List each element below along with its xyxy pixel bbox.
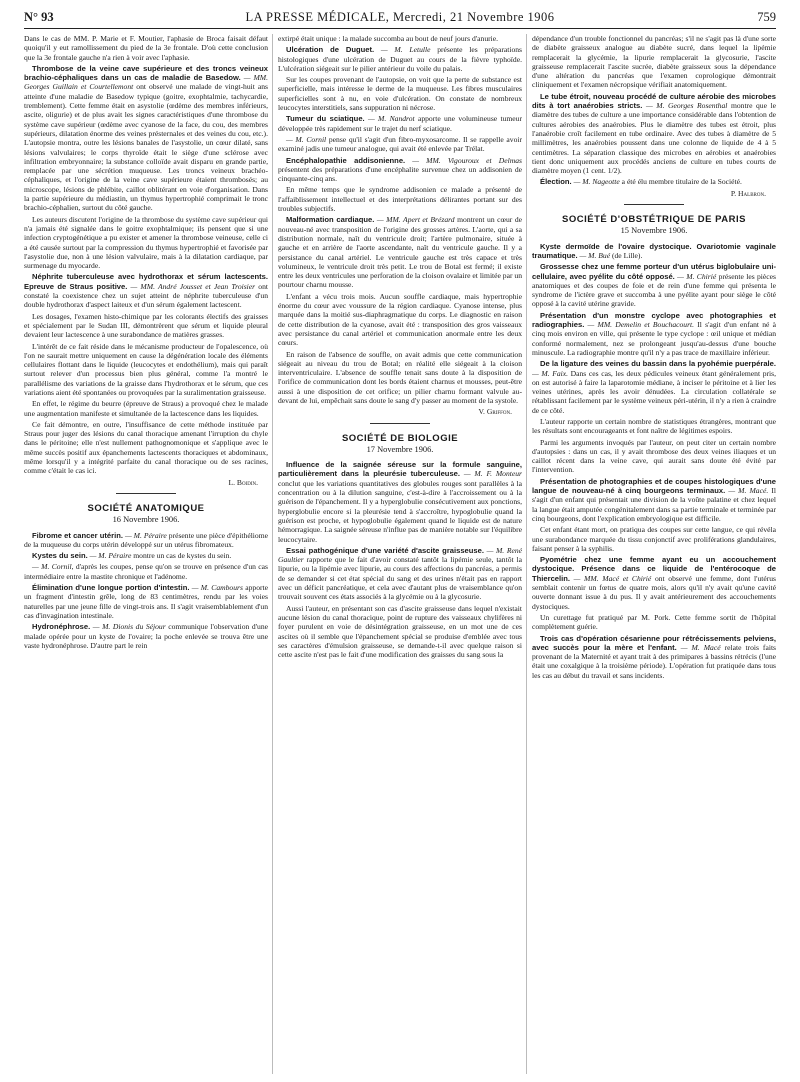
issue-number: N° 93 <box>24 10 54 24</box>
article-authors: — MM. Demelin et Bouchacourt. <box>587 320 695 330</box>
paragraph: L'auteur rapporte un certain nombre de statistiques étrangères, montrant que les résultats sont encourageants et font naître de légitimes espoirs. <box>532 416 776 436</box>
article-ascite <box>278 546 522 602</box>
article-pyometrie <box>532 555 776 611</box>
section-date: 15 Novembre 1906. <box>620 226 688 236</box>
article-title: Kyste dermoïde de l'ovaire dystocique. Ovariotomie vaginale traumatique. <box>532 241 776 260</box>
article-sciatique <box>278 114 522 133</box>
column-divider <box>526 34 527 1074</box>
article-authors: — MM. Georges Guillain et Courtellemont <box>24 73 268 92</box>
article-authors: — M. Georges Rosenthal <box>645 101 728 111</box>
paragraph: Les auteurs discutent l'origine de la thrombose du système cave supérieur qui n'a jamais été signalée dans le goitre exophtalmique; ils pensent que si une infection cryptogénétique a pu exister et amener la thrombose veineuse, celle ci a été causée surtout par la compression du thymus hypertrophié et favorisée par l'asystolie due, non à une lésion valvulaire, mais à la dilatation cardiaque, par surmenage du myocarde. <box>24 214 268 271</box>
article-ligature <box>532 359 776 415</box>
article-authors: — M. Cornil, <box>32 562 74 572</box>
article-authors: — M. Letulle <box>380 45 431 55</box>
article-authors: — M. Faix. <box>532 368 569 378</box>
article-title: Trois cas d'opération césarienne pour rétrécissements pelviens, avec succès pour la mère et l'enfant. <box>532 633 776 652</box>
article-authors: — M. Macé <box>680 642 721 652</box>
signature: V. Griffon. <box>478 407 512 417</box>
paragraph: En raison de l'absence de souffle, on avait admis que cette communication siégeait au niveau du trou de Botal; en réalité elle siégeait à la cloison interventriculaire. L'absence de souffle tenait sans doute à la disposition de l'orifice de communication dont les bords étaient charnus et mousses, peut-être aussi à une disposition de cet orifice; un pilier charnu formant valvule au-devant de lui, empêchait sans doute le sang d'y passer au moment de la systole. <box>278 349 522 405</box>
article-title: Influence de la saignée séreuse sur la formule sanguine, particulièrement dans la pleurésie tuberculeuse. <box>278 460 522 479</box>
article-duguet <box>278 45 522 73</box>
article-text: rapporte que le fait d'avoir constaté tantôt la lipémie seule, tantôt la lipurie, ou la lipémie avec lipurie, au cours des affections du pancréas, a permis de se demander si cet état spécial du sang et des urines n'était pas en rapport avec un déficit pancréatique, et cela avec d'autant plus de vraisemblance qu'on trouvait souvent ces états associés à la glycémie ou à la glycosurie. <box>278 555 522 602</box>
column-1 <box>24 34 268 1074</box>
paragraph: Un curettage fut pratiqué par M. Pork. Cette femme sortit de l'hôpital complètement guérie. <box>532 612 776 632</box>
paragraph: L'intérêt de ce fait réside dans le mécanisme producteur de l'opalescence, où l'on ne saurait mettre uniquement en cause la dégénération locale des éléments cellulaires flottant dans le liquide (leucocytes et endothélium), mais qui paraît surtout relever d'un processus bien plus général, comme l'a montré le parallélisme des variations de la graisse dans l'hydrothorax et le sérum, que ces variations aient été spontanées ou provoquées par la suralimentation graisseuse. <box>24 341 268 397</box>
article-nephrite <box>24 272 268 309</box>
paragraph: En effet, le régime du beurre (épreuve de Straus) a provoqué chez le malade une augmentation manifeste et simultanée de la lactescence dans les liquides. <box>24 399 268 418</box>
signature: P. Halbron. <box>730 188 766 198</box>
article-text: relate trois faits provenant de la Maternité et ayant trait à des primipares à bassins rétrécis (l'une était une coxalgique à la troisième période). L'opération fut pratiquée dans tous les cas au début du travail et sans incidents. <box>532 642 776 680</box>
article-title: Kystes du sein. <box>32 551 88 561</box>
article-title: Tumeur du sciatique. <box>286 114 365 124</box>
article-grossesse <box>532 262 776 308</box>
article-text: Dans ces cas, les deux pédicules veineux étant généralement pris, on est autorisé à faire la laparotomie médiane, à inciser le péritoine et à lier les veines utérines, après les avoir dénudées. La circulation collatérale se rétablissant facilement par le système veineux péri-utérin, il n'y a rien à craindre de ce côté. <box>532 368 776 415</box>
article-text: communique l'observation d'une malade opérée pour un kyste de l'ovaire; la poche enlevée se trouva être une vaste hydronéphrose. D'autre part le rein <box>24 622 268 650</box>
article-election <box>532 177 776 186</box>
article-text: d'après les coupes, pense qu'on se trouve en présence d'un cas intermédiaire entre la mastite chronique et l'adénome. <box>24 562 268 581</box>
article-text: pense qu'il s'agit d'un fibro-myxosarcome. Il se rappelle avoir examiné jadis une tumeur analogue, qui avait été enlevée par Trélat. <box>278 134 522 154</box>
article-title: Élection. <box>540 177 572 187</box>
article-text: apporte un fragment d'intestin grêle, long de 83 centimètres, rendu par les voies naturelles par une jeune fille de vingt-trois ans. Il s'agit vraisemblablement d'un cas d'invagination intestinale. <box>24 583 268 620</box>
article-saignee <box>278 460 522 544</box>
article-authors: — MM. Macé et Chirié <box>573 573 652 583</box>
article-title: Néphrite tuberculeuse avec hydrothorax et sérum lactescents. Epreuve de Straus positive. <box>24 272 268 291</box>
article-cyclope <box>532 311 776 357</box>
article-text: ont observé une malade de vingt-huit ans atteinte d'une maladie de Basedow typique (goitre, exophtalmie, tachycardie, tremblement). Cette femme était en asystolie (œdème des membres inférieurs, ascite, oligurie) et de plus avait les signes caractéristiques d'une thrombose du système cave supérieur (œdème avec cyanose de la face, du cou, des membres supérieurs, dilatation énorme des veines présternales et des veines du cou, etc.). L'autopsie montra, outre les lésions banales de l'asystolie, un cœur dilaté, sans lésions valvulaires; le corps thyroïde était le siège d'une sclérose avec infiltration embryonnaire; la substance colloïde avait disparu en grande partie, remplacée par une sécrétion muqueuse. Les troncs veineux brachéo-céphaliques, et l'origine de la veine cave supérieure étaient thrombosés; au microscope, lésions de phlébite, caillot oblitérant en voie d'organisation. Dans la partie supérieure du médiastin, un thymus hypertrophié comprimait le tronc brachio-céphalien, surtout du côté gauche. <box>24 82 268 213</box>
article-authors: — MM. Vigouroux et Delmas <box>412 155 522 165</box>
paragraph <box>278 135 522 154</box>
section-date: 17 Novembre 1906. <box>366 444 434 454</box>
article-title: Présentation de photographies et de coupes histologiques d'une langue de nouveau-né à cinq bourgeons terminaux. <box>532 476 776 496</box>
article-authors: — M. Cambours <box>191 583 243 593</box>
article-authors: — M. Cornil <box>286 134 327 144</box>
article-authors: — M. Nandrot <box>367 114 415 124</box>
article-text: a été élu membre titulaire de la Société. <box>621 177 742 187</box>
section-divider <box>624 204 684 205</box>
article-text: (de Lille). <box>611 250 643 260</box>
article-malformation <box>278 215 522 289</box>
article-authors: — M. Chirié <box>677 271 717 281</box>
paragraph: Sur les coupes provenant de l'autopsie, on voit que la perte de substance est superficielle, mais intéresse le derme de la muqueuse. Les fibres musculaires superficielles sont à nu, en voie d'ulcération. On constate de nombreux leucocytes interstitiels, sans suppuration ni nécrose. <box>278 75 522 113</box>
paragraph: Cet enfant étant mort, on pratiqua des coupes sur cette langue, ce qui révéla une surabondance marquée du tissu conjonctif avec proliférations glandulaires, faisant penser à la syphilis. <box>532 525 776 553</box>
article-encephalopathie <box>278 156 522 184</box>
paragraph: L'enfant a vécu trois mois. Aucun souffle cardiaque, mais hypertrophie énorme du cœur avec voussure de la région cardiaque. Cyanose intense, plus marquée dans la moitié sus-diaphragmatique du corps. Le diagnostic en raison de cette distribution de la cyanose, avait été : transposition des gros vaisseaux avec persistance du canal artériel et communication anormale entre les deux cœurs. <box>278 291 522 348</box>
article-intestin <box>24 583 268 620</box>
article-authors: — M. Péraire <box>124 530 167 540</box>
journal-title: LA PRESSE MÉDICALE, Mercredi, 21 Novembre 1906 <box>245 10 555 24</box>
article-text: présente les préparations histologiques d'une ulcération de Duguet au cours de la fièvre typhoïde. L'ulcération siégeait sur le pilier antérieur du voile du palais. <box>278 45 522 73</box>
article-aphasia-thrombosis <box>24 64 268 213</box>
article-title: Le tube étroit, nouveau procédé de culture aérobie des microbes dits à tort anaérobies stricts. <box>532 91 776 111</box>
section-heading: SOCIÉTÉ ANATOMIQUE <box>87 502 205 514</box>
article-title: Élimination d'une longue portion d'intestin. <box>32 583 190 593</box>
article-fibrome <box>24 531 268 550</box>
article-title: Encéphalopathie addisonienne. <box>286 155 406 165</box>
paragraph: extirpé était unique : la malade succomba au bout de neuf jours d'anurie. <box>278 34 499 43</box>
article-title: Présentation d'un monstre cyclope avec photographies et radiographies. <box>532 310 776 330</box>
paragraph: Dans le cas de MM. P. Marie et F. Moutier, l'aphasie de Broca faisait défaut quoiqu'il y eut ramollissement du pied de la 3e frontale. D'où cette conclusion que la 3e frontale gauche n'a rien à voir avec l'aphasie. <box>24 34 268 62</box>
article-hydronephrose <box>24 622 268 650</box>
article-title: Ulcération de Duguet. <box>286 45 375 55</box>
article-authors: — MM. André Jousset et Jean Troisier <box>130 281 256 291</box>
section-date: 16 Novembre 1906. <box>112 515 180 525</box>
page-number: 759 <box>757 10 776 24</box>
article-authors: — M. Macé. <box>728 486 769 496</box>
article-kystes <box>24 551 268 560</box>
article-title: Thrombose de la veine cave supérieure et des troncs veineux brachio-céphaliques dans un cas de maladie de Basedow. <box>24 63 268 83</box>
article-text: apporte une volumineuse tumeur développée très rapidement sur le trajet du nerf sciatique. <box>278 114 522 133</box>
section-divider <box>116 493 176 494</box>
article-title: De la ligature des veines du bassin dans la pyohémie puerpérale. <box>540 359 776 369</box>
paragraph: Les dosages, l'examen histo-chimique par les colorants électifs des graisses et spécialement par le Sudan III, démontrèrent que sérum et liquide pleural devaient leur lactescence à une surabondance de matières grasses. <box>24 311 268 340</box>
section-heading: SOCIÉTÉ D'OBSTÉTRIQUE DE PARIS <box>562 214 746 226</box>
article-text: présentent des préparations d'une encéphalite survenue chez un addisonien de cinquante-cinq ans. <box>278 164 522 184</box>
column-divider <box>272 34 273 1074</box>
article-authors: — M. F. Monteur <box>463 469 522 479</box>
article-text: montre que le diamètre des tubes de culture a une importance considérable dans l'obtention de cultures aérobies des anaérobies. Plus le diamètre des tubes est étroit, plus l'anaérobie croît facilement en tube ordinaire. Avec des tubes à diamètre de 5 millimètres, les anaérobies poussent dans une colonne de liquide de 4 à 5 centimètres. La séparation classique des microbes en aérobies et anaérobies tient donc uniquement aux procédés anciens de culture en tubes courts de diamètre moyen (1 cent. 1/2). <box>532 101 776 176</box>
paragraph: Aussi l'auteur, en présentant son cas d'ascite graisseuse dans lequel n'existait aucune lésion du canal thoracique, point de rupture des vaisseaux chylifères ni foyer purulent en voie de désintégration graisseuse, en un mot une de ces ascites où il semble que l'épanchement spécial se produise d'emblée avec tous ses caractères d'émulsion graisseuse, se demande-t-il avec quelque raison si cette ascite n'est pas le fait d'une modification des graisses du sang sous la <box>278 603 522 660</box>
article-text: Il s'agit d'un enfant qui présentait une division de la voûte palatine et chez lequel la langue était amputée congénitalement dans sa partie terminale et terminée par cinq bourgeons, dont l'explication embryologique est difficile. <box>532 486 776 523</box>
article-authors: — M. Bué <box>579 250 611 260</box>
article-text: présente les pièces anatomiques et des coupes de foie et de rein d'une femme qui présenta le syndrome de l'ictère grave et succomba à une pyélite ayant pour siège le côté opposé à la cavité utérine gravide. <box>532 271 776 309</box>
article-tube-etroit <box>532 92 776 176</box>
article-text: ont observé une femme, dont l'utérus semblait contenir un fœtus de quatre mois, alors qu'il n'y avait qu'une cavité ouverte donnant issue à du pus. Il y avait antérieurement des accouchements dystociques. <box>532 573 776 611</box>
article-title: Pyométrie chez une femme ayant eu un accouchement dystocique. Présence dans ce liquide de l'entérocoque de Thiercelin. <box>532 555 776 583</box>
article-authors: — M. Péraire <box>89 551 132 561</box>
article-title: Fibrome et cancer utérin. <box>32 530 123 540</box>
article-title: Essai pathogénique d'une variété d'ascite graisseuse. <box>286 545 484 555</box>
article-title: Malformation cardiaque. <box>286 215 375 225</box>
paragraph: Parmi les arguments invoqués par l'auteur, on peut citer un certain nombre d'autopsies : dans un cas, il y avait thrombose des deux veines iliaques et un caillot récent dans la veine cave, qui aurait sans doute été évité par l'intervention. <box>532 437 776 475</box>
paragraph <box>24 562 268 581</box>
article-title: Grossesse chez une femme porteur d'un utérus biglobulaire uni-cellulaire, avec pyélite du côté opposé. <box>532 262 776 281</box>
article-authors: — M. Dionis du Séjour <box>92 622 166 632</box>
article-langue <box>532 477 776 523</box>
column-2 <box>278 34 522 1074</box>
article-text: montrent un cœur de nouveau-né avec transposition de l'origine des grosses artères. L'aorte, qui a sa distribution normale, naît du ventricule droit; l'artère pulmonaire, située à gauche et en arrière de l'aorte ascendante, naît du ventricule gauche. Il y a persistance du canal artériel. Le ventricule gauche est très capace et très volumineux, le ventricule droit très petit. Le trou de Botal est fermé; il existe entre les deux ventricules une perforation de la cloison ovalaire et limitée par un pourtour charnu mousse. <box>278 215 522 290</box>
section-heading: SOCIÉTÉ DE BIOLOGIE <box>341 432 459 444</box>
article-text: conclut que les variations quantitatives des globules rouges sont parallèles à la concentration ou à la dilution sanguine, c'est-à-dire à l'accroissement ou à la guérison de l'épanchement. Il y a hyperglobulie consécutivement aux ponctions, hyperglobulie encore si la pleurésie tend à s'accroître, hypoglobulie quand la guérison est proche, et hypoglobulie également quand le liquide est de nature hémorragique. La saignée séreuse n'influe pas de manière notable sur l'équilibre leucocytaire. <box>278 478 522 544</box>
section-divider <box>370 423 430 424</box>
article-text: montre un cas de kystes du sein. <box>133 551 232 561</box>
paragraph: En même temps que le syndrome addisonien ce malade a présenté de l'affaiblissement intellectuel et des interprétations délirantes portant sur des troubles subjectifs. <box>278 185 522 214</box>
signature: L. Boidin. <box>228 477 258 487</box>
article-cesarienne <box>532 634 776 680</box>
article-text: ont constaté la coexistence chez un sujet atteint de néphrite tuberculeuse d'un double hydrothorax d'aspect laiteux et d'un sérum également lactescent. <box>24 281 268 310</box>
article-title: Hydronéphrose. <box>32 622 91 632</box>
article-authors: — MM. Apert et Brézard <box>376 215 455 225</box>
article-authors: — M. René Gaultier <box>278 545 522 565</box>
page-header <box>24 8 776 29</box>
paragraph: dépendance d'un trouble fonctionnel du pancréas; s'il ne s'agit pas là d'une sorte de diabète graisseux analogue au diabète sucré, dans lequel la lipémie remplacerait la glycémie, la lipurie remplacerait la glycosurie, l'ascite graisseuse remplacerait l'ascite sucrée, diabète graisseux sous la dépendance d'une altération du pancréas que l'examen coprologique démontrait cliniquement et l'examen nécropsique vérifiait anatomiquement. <box>532 34 776 90</box>
paragraph: Ce fait démontre, en outre, l'insuffisance de cette méthode instituée par Straus pour juger des lésions du canal thoracique amenant l'irruption du chyle dans le péritoine; elle n'est nullement pathognomonique et s'applique avec le même succès positif aux épanchements lactescents thoraciques et abdominaux, même lorsqu'il y a intégrité parfaite du canal thoracique ou de ses racines, comme c'était le cas ici. <box>24 419 268 476</box>
article-authors: — M. Nageotte <box>573 177 620 187</box>
article-text: Il s'agit d'un enfant né à cinq mois environ en ville, qui présente le type cyclope : œil unique et médian conformé normalement, nez se prolongeant jusqu'au-dessus d'une bouche minuscule. La radiographie montre qu'il n'y a pas trace de maxillaire inférieur. <box>532 320 776 357</box>
article-text: présente une pièce d'épithéliome de la muqueuse du corps utérin développé sur un utérus fibromateux. <box>24 530 268 549</box>
article-kyste-dermoide <box>532 242 776 261</box>
column-3 <box>532 34 776 1074</box>
